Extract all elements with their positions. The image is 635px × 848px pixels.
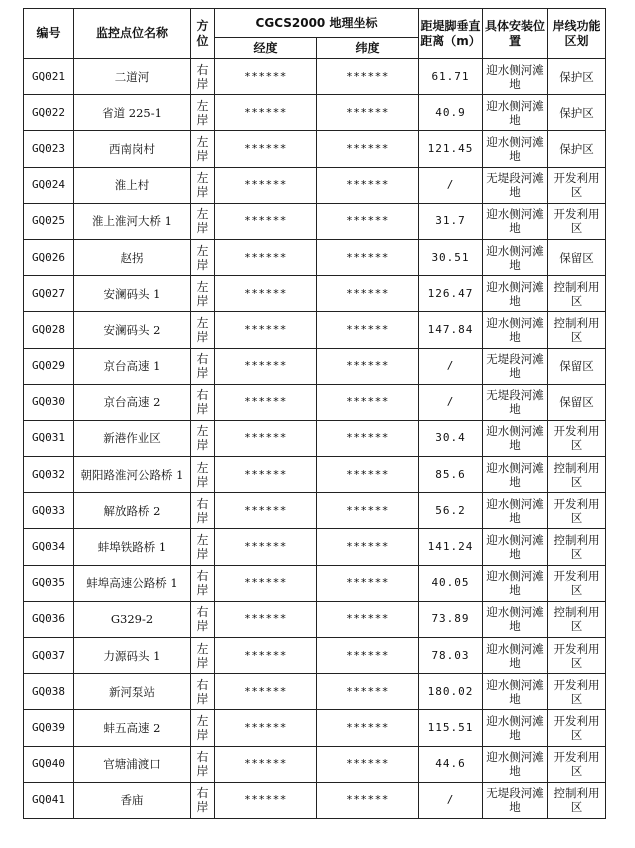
cell-latitude: ****** xyxy=(317,203,419,239)
cell-code: GQ023 xyxy=(24,131,74,167)
cell-zone: 保留区 xyxy=(548,384,606,420)
cell-latitude: ****** xyxy=(317,710,419,746)
cell-install-location: 迎水侧河滩地 xyxy=(483,493,548,529)
cell-longitude: ****** xyxy=(215,131,317,167)
table-row xyxy=(24,493,606,529)
cell-distance: 31.7 xyxy=(419,203,483,239)
table-row xyxy=(24,276,606,312)
cell-zone: 控制利用区 xyxy=(548,312,606,348)
cell-code: GQ041 xyxy=(24,782,74,818)
cell-distance: 115.51 xyxy=(419,710,483,746)
table-row xyxy=(24,239,606,275)
cell-distance: 30.51 xyxy=(419,239,483,275)
cell-zone: 控制利用区 xyxy=(548,782,606,818)
cell-latitude: ****** xyxy=(317,167,419,203)
cell-latitude: ****** xyxy=(317,276,419,312)
cell-distance: / xyxy=(419,782,483,818)
cell-distance: 44.6 xyxy=(419,746,483,782)
cell-point-name: 新河泵站 xyxy=(74,674,191,710)
cell-distance: / xyxy=(419,384,483,420)
cell-zone: 开发利用区 xyxy=(548,746,606,782)
cell-code: GQ038 xyxy=(24,674,74,710)
cell-distance: 85.6 xyxy=(419,457,483,493)
cell-side: 左岸 xyxy=(191,710,215,746)
cell-point-name: 香庙 xyxy=(74,782,191,818)
cell-install-location: 迎水侧河滩地 xyxy=(483,131,548,167)
cell-side: 左岸 xyxy=(191,529,215,565)
cell-longitude: ****** xyxy=(215,782,317,818)
cell-point-name: 西南岗村 xyxy=(74,131,191,167)
table-row xyxy=(24,167,606,203)
cell-zone: 控制利用区 xyxy=(548,457,606,493)
table-row xyxy=(24,348,606,384)
table-row xyxy=(24,782,606,818)
table-row xyxy=(24,203,606,239)
cell-install-location: 迎水侧河滩地 xyxy=(483,59,548,95)
cell-code: GQ040 xyxy=(24,746,74,782)
cell-distance: / xyxy=(419,167,483,203)
cell-point-name: 蚌埠铁路桥 1 xyxy=(74,529,191,565)
cell-distance: 73.89 xyxy=(419,601,483,637)
cell-longitude: ****** xyxy=(215,457,317,493)
cell-latitude: ****** xyxy=(317,457,419,493)
cell-distance: 180.02 xyxy=(419,674,483,710)
cell-code: GQ032 xyxy=(24,457,74,493)
cell-code: GQ035 xyxy=(24,565,74,601)
header-latitude: 纬度 xyxy=(317,38,419,59)
cell-side: 左岸 xyxy=(191,239,215,275)
cell-point-name: 淮上淮河大桥 1 xyxy=(74,203,191,239)
cell-side: 左岸 xyxy=(191,131,215,167)
cell-latitude: ****** xyxy=(317,420,419,456)
cell-point-name: G329-2 xyxy=(74,601,191,637)
header-name: 监控点位名称 xyxy=(74,9,191,59)
cell-point-name: 赵拐 xyxy=(74,239,191,275)
cell-longitude: ****** xyxy=(215,276,317,312)
cell-code: GQ024 xyxy=(24,167,74,203)
monitoring-points-table-container xyxy=(23,8,606,819)
cell-distance: 141.24 xyxy=(419,529,483,565)
cell-install-location: 迎水侧河滩地 xyxy=(483,312,548,348)
cell-side: 左岸 xyxy=(191,420,215,456)
cell-longitude: ****** xyxy=(215,59,317,95)
table-row xyxy=(24,95,606,131)
cell-side: 左岸 xyxy=(191,95,215,131)
cell-install-location: 迎水侧河滩地 xyxy=(483,276,548,312)
cell-latitude: ****** xyxy=(317,239,419,275)
cell-side: 右岸 xyxy=(191,348,215,384)
cell-zone: 保护区 xyxy=(548,131,606,167)
cell-longitude: ****** xyxy=(215,95,317,131)
cell-code: GQ037 xyxy=(24,638,74,674)
cell-longitude: ****** xyxy=(215,312,317,348)
cell-longitude: ****** xyxy=(215,529,317,565)
cell-distance: 147.84 xyxy=(419,312,483,348)
cell-point-name: 省道 225-1 xyxy=(74,95,191,131)
cell-side: 右岸 xyxy=(191,746,215,782)
cell-latitude: ****** xyxy=(317,529,419,565)
cell-latitude: ****** xyxy=(317,746,419,782)
cell-zone: 开发利用区 xyxy=(548,493,606,529)
cell-code: GQ039 xyxy=(24,710,74,746)
table-body xyxy=(24,59,606,819)
table-row xyxy=(24,710,606,746)
cell-code: GQ026 xyxy=(24,239,74,275)
cell-point-name: 蚌五高速 2 xyxy=(74,710,191,746)
cell-side: 右岸 xyxy=(191,601,215,637)
cell-longitude: ****** xyxy=(215,420,317,456)
cell-point-name: 京台高速 2 xyxy=(74,384,191,420)
cell-zone: 保留区 xyxy=(548,239,606,275)
cell-side: 左岸 xyxy=(191,457,215,493)
cell-side: 右岸 xyxy=(191,59,215,95)
header-coords: CGCS2000 地理坐标 xyxy=(215,9,419,38)
cell-side: 左岸 xyxy=(191,167,215,203)
cell-install-location: 无堤段河滩地 xyxy=(483,782,548,818)
header-code: 编号 xyxy=(24,9,74,59)
cell-latitude: ****** xyxy=(317,348,419,384)
cell-install-location: 迎水侧河滩地 xyxy=(483,601,548,637)
table-row xyxy=(24,384,606,420)
cell-point-name: 蚌埠高速公路桥 1 xyxy=(74,565,191,601)
cell-side: 左岸 xyxy=(191,312,215,348)
table-row xyxy=(24,565,606,601)
cell-longitude: ****** xyxy=(215,746,317,782)
cell-side: 左岸 xyxy=(191,638,215,674)
cell-distance: 30.4 xyxy=(419,420,483,456)
cell-longitude: ****** xyxy=(215,493,317,529)
header-zone: 岸线功能区划 xyxy=(548,9,606,59)
cell-point-name: 安澜码头 1 xyxy=(74,276,191,312)
cell-zone: 保护区 xyxy=(548,59,606,95)
header-install-location: 具体安装位置 xyxy=(483,9,548,59)
cell-distance: 56.2 xyxy=(419,493,483,529)
cell-distance: 40.9 xyxy=(419,95,483,131)
cell-install-location: 无堤段河滩地 xyxy=(483,384,548,420)
cell-point-name: 朝阳路淮河公路桥 1 xyxy=(74,457,191,493)
cell-code: GQ033 xyxy=(24,493,74,529)
cell-latitude: ****** xyxy=(317,493,419,529)
cell-latitude: ****** xyxy=(317,601,419,637)
cell-code: GQ031 xyxy=(24,420,74,456)
cell-zone: 开发利用区 xyxy=(548,638,606,674)
cell-point-name: 安澜码头 2 xyxy=(74,312,191,348)
cell-side: 左岸 xyxy=(191,276,215,312)
table-row xyxy=(24,601,606,637)
cell-zone: 开发利用区 xyxy=(548,565,606,601)
cell-code: GQ034 xyxy=(24,529,74,565)
cell-install-location: 迎水侧河滩地 xyxy=(483,420,548,456)
cell-code: GQ022 xyxy=(24,95,74,131)
cell-longitude: ****** xyxy=(215,384,317,420)
cell-install-location: 迎水侧河滩地 xyxy=(483,239,548,275)
cell-install-location: 迎水侧河滩地 xyxy=(483,95,548,131)
cell-install-location: 迎水侧河滩地 xyxy=(483,674,548,710)
cell-point-name: 解放路桥 2 xyxy=(74,493,191,529)
cell-latitude: ****** xyxy=(317,782,419,818)
cell-install-location: 无堤段河滩地 xyxy=(483,167,548,203)
cell-zone: 开发利用区 xyxy=(548,203,606,239)
cell-side: 右岸 xyxy=(191,674,215,710)
table-row xyxy=(24,59,606,95)
cell-code: GQ027 xyxy=(24,276,74,312)
table-row xyxy=(24,529,606,565)
cell-longitude: ****** xyxy=(215,348,317,384)
cell-latitude: ****** xyxy=(317,384,419,420)
cell-zone: 控制利用区 xyxy=(548,529,606,565)
cell-distance: 126.47 xyxy=(419,276,483,312)
cell-distance: 78.03 xyxy=(419,638,483,674)
table-row xyxy=(24,638,606,674)
cell-code: GQ029 xyxy=(24,348,74,384)
table-row xyxy=(24,674,606,710)
cell-install-location: 迎水侧河滩地 xyxy=(483,203,548,239)
cell-point-name: 新港作业区 xyxy=(74,420,191,456)
cell-zone: 控制利用区 xyxy=(548,601,606,637)
cell-latitude: ****** xyxy=(317,131,419,167)
header-row-1 xyxy=(24,9,606,38)
cell-latitude: ****** xyxy=(317,312,419,348)
table-row xyxy=(24,420,606,456)
cell-install-location: 迎水侧河滩地 xyxy=(483,565,548,601)
cell-side: 右岸 xyxy=(191,384,215,420)
table-row xyxy=(24,131,606,167)
cell-zone: 开发利用区 xyxy=(548,710,606,746)
cell-install-location: 迎水侧河滩地 xyxy=(483,710,548,746)
cell-point-name: 淮上村 xyxy=(74,167,191,203)
cell-point-name: 官塘浦渡口 xyxy=(74,746,191,782)
cell-code: GQ030 xyxy=(24,384,74,420)
cell-zone: 控制利用区 xyxy=(548,276,606,312)
cell-code: GQ025 xyxy=(24,203,74,239)
cell-zone: 开发利用区 xyxy=(548,420,606,456)
cell-install-location: 迎水侧河滩地 xyxy=(483,746,548,782)
cell-longitude: ****** xyxy=(215,601,317,637)
cell-distance: / xyxy=(419,348,483,384)
cell-side: 右岸 xyxy=(191,565,215,601)
cell-install-location: 迎水侧河滩地 xyxy=(483,638,548,674)
table-row xyxy=(24,457,606,493)
cell-longitude: ****** xyxy=(215,638,317,674)
header-side: 方位 xyxy=(191,9,215,59)
cell-longitude: ****** xyxy=(215,239,317,275)
cell-longitude: ****** xyxy=(215,565,317,601)
cell-longitude: ****** xyxy=(215,167,317,203)
table-row xyxy=(24,746,606,782)
cell-longitude: ****** xyxy=(215,674,317,710)
cell-install-location: 无堤段河滩地 xyxy=(483,348,548,384)
cell-point-name: 京台高速 1 xyxy=(74,348,191,384)
cell-latitude: ****** xyxy=(317,674,419,710)
cell-zone: 开发利用区 xyxy=(548,674,606,710)
cell-latitude: ****** xyxy=(317,59,419,95)
header-longitude: 经度 xyxy=(215,38,317,59)
cell-latitude: ****** xyxy=(317,95,419,131)
cell-point-name: 二道河 xyxy=(74,59,191,95)
cell-code: GQ036 xyxy=(24,601,74,637)
cell-side: 左岸 xyxy=(191,203,215,239)
cell-distance: 61.71 xyxy=(419,59,483,95)
cell-zone: 保护区 xyxy=(548,95,606,131)
cell-side: 右岸 xyxy=(191,493,215,529)
cell-longitude: ****** xyxy=(215,710,317,746)
table-row xyxy=(24,312,606,348)
cell-install-location: 迎水侧河滩地 xyxy=(483,529,548,565)
cell-side: 右岸 xyxy=(191,782,215,818)
cell-zone: 开发利用区 xyxy=(548,167,606,203)
cell-distance: 40.05 xyxy=(419,565,483,601)
cell-longitude: ****** xyxy=(215,203,317,239)
cell-code: GQ021 xyxy=(24,59,74,95)
cell-code: GQ028 xyxy=(24,312,74,348)
cell-distance: 121.45 xyxy=(419,131,483,167)
header-distance: 距堤脚垂直距离（m） xyxy=(419,9,483,59)
cell-point-name: 力源码头 1 xyxy=(74,638,191,674)
cell-install-location: 迎水侧河滩地 xyxy=(483,457,548,493)
monitoring-points-table xyxy=(23,8,606,819)
cell-latitude: ****** xyxy=(317,638,419,674)
cell-latitude: ****** xyxy=(317,565,419,601)
cell-zone: 保留区 xyxy=(548,348,606,384)
